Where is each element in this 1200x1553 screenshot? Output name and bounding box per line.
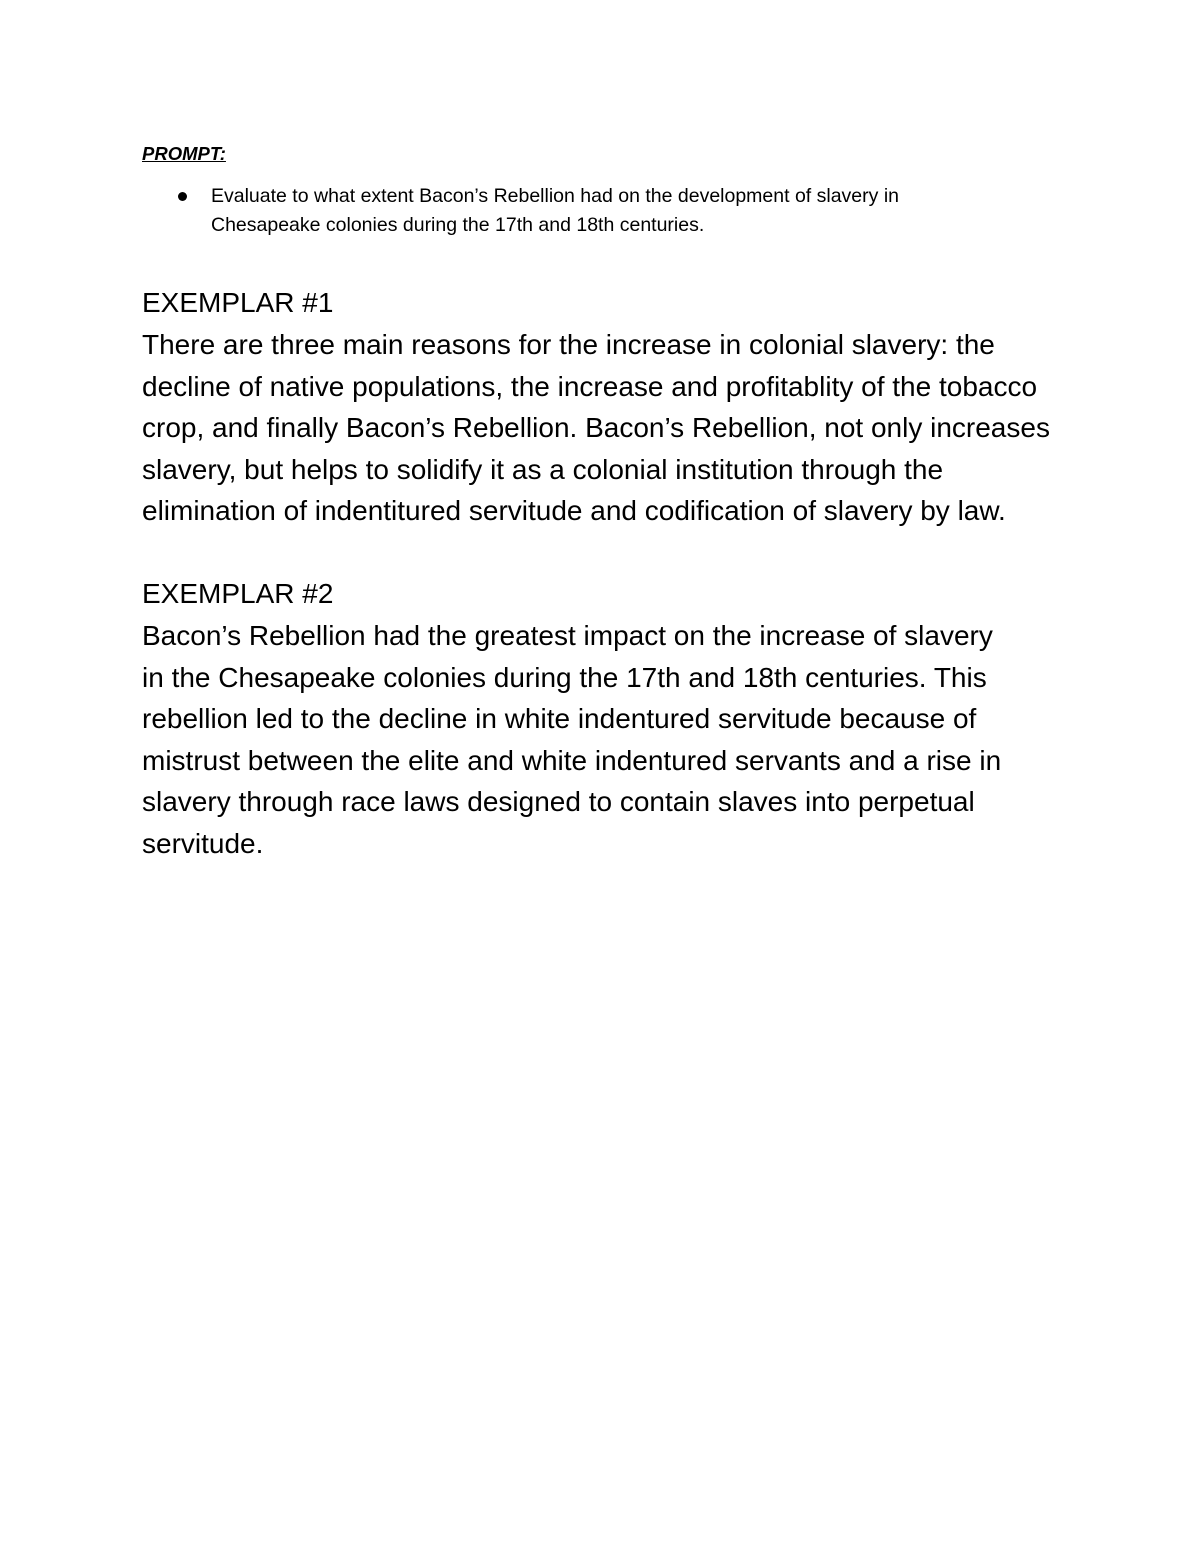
document-content xyxy=(142,140,1072,865)
exemplar-1-section xyxy=(142,282,1072,532)
exemplar-2-section xyxy=(142,573,1072,865)
prompt-item-text: Evaluate to what extent Bacon’s Rebellion had on the development of slavery in Chesapeake colonies during the 17th and 18th centuries. xyxy=(211,185,899,236)
prompt-heading: PROMPT: xyxy=(142,143,226,164)
exemplar-1-body: There are three main reasons for the increase in colonial slavery: the decline of native populations, the increase and profitablity of the tobacco crop, and finally Bacon’s Rebellion. Bacon’s Rebellion, not only increases slavery, but helps to solidify it as a colonial institution through the elimination of indentitured servitude and codification of slavery by law. xyxy=(142,329,1050,527)
prompt-section xyxy=(142,140,1072,240)
exemplar-1-title: EXEMPLAR #1 xyxy=(142,287,334,318)
exemplar-2-title: EXEMPLAR #2 xyxy=(142,577,334,609)
prompt-list xyxy=(142,182,1072,240)
prompt-list-item xyxy=(142,182,1011,240)
exemplar-2-body: Bacon’s Rebellion had the greatest impact on the increase of slavery in the Chesapeake colonies during the 17th and 18th centuries. This rebellion led to the decline in white indentured servitude because of mistrust between the elite and white indentured servants and a rise in slavery through race laws designed to contain slaves into perpetual servitude. xyxy=(142,619,1002,859)
bullet-icon xyxy=(178,192,187,201)
